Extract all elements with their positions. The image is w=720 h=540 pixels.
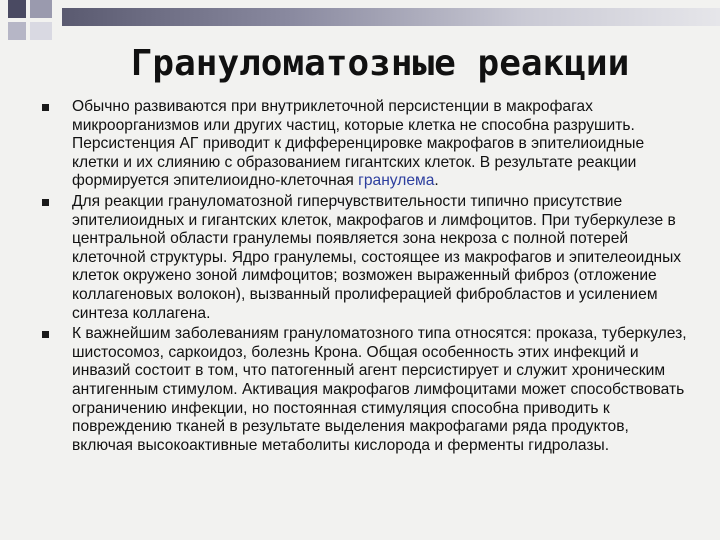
bullet-square-icon xyxy=(42,104,49,111)
bullet-square-icon xyxy=(42,331,49,338)
bullet-text: Обычно развиваются при внутриклеточной персистенции в макрофагах микроорганизмов или других частиц, которые клетка не способна разрушить. Персистенция АГ приводит к дифференцировке макрофагов в эпителиоидные клетки и их слиянию с образованием гигантских клеток. В результате реакции формируется эпителиоидно-клеточная xyxy=(72,98,645,190)
bullet-text: К важнейшим заболеваниям грануломатозного типа относятся: проказа, туберкулез, шистосомоз, саркоидоз, болезнь Крона. Общая особенность этих инфекций и инвазий состоит в том, что патогенный агент персистирует и служит хроническим антигенным стимулом. Активация макрофагов лимфоцитами может способствовать ограничению инфекции, но постоянная стимуляция способна приводить к повреждению тканей в результате выделения макрофагами ряда продуктов, включая высокоактивные метаболиты кислорода и ферменты гидролазы. xyxy=(72,325,687,454)
bullet-text-end: . xyxy=(434,172,439,190)
bullet-item xyxy=(42,325,692,455)
bullet-square-icon xyxy=(42,199,49,206)
highlight-term: гранулема xyxy=(358,172,435,190)
header-bar xyxy=(62,8,720,26)
decor-square xyxy=(8,0,26,18)
bullet-item xyxy=(42,98,692,191)
bullet-item xyxy=(42,193,692,323)
decor-square xyxy=(30,22,52,40)
bullet-text: Для реакции грануломатозной гиперчувствительности типично присутствие эпителиоидных и гигантских клеток, макрофагов и лимфоцитов. При туберкулезе в центральной области гранулемы появляется зона некроза с полной потерей клеточной структуры. Ядро гранулемы, состоящее из макрофагов и эпителеоидных клеток окружено зоной лимфоцитов; возможен выраженный фиброз (отложение коллагеновых волокон), вызванный пролиферацией фибробластов и усилением синтеза коллагена. xyxy=(72,192,682,322)
bullet-list xyxy=(42,98,692,457)
decor-square xyxy=(30,0,52,18)
decor-square xyxy=(8,22,26,40)
slide-title: Грануломатозные реакции xyxy=(130,43,630,84)
